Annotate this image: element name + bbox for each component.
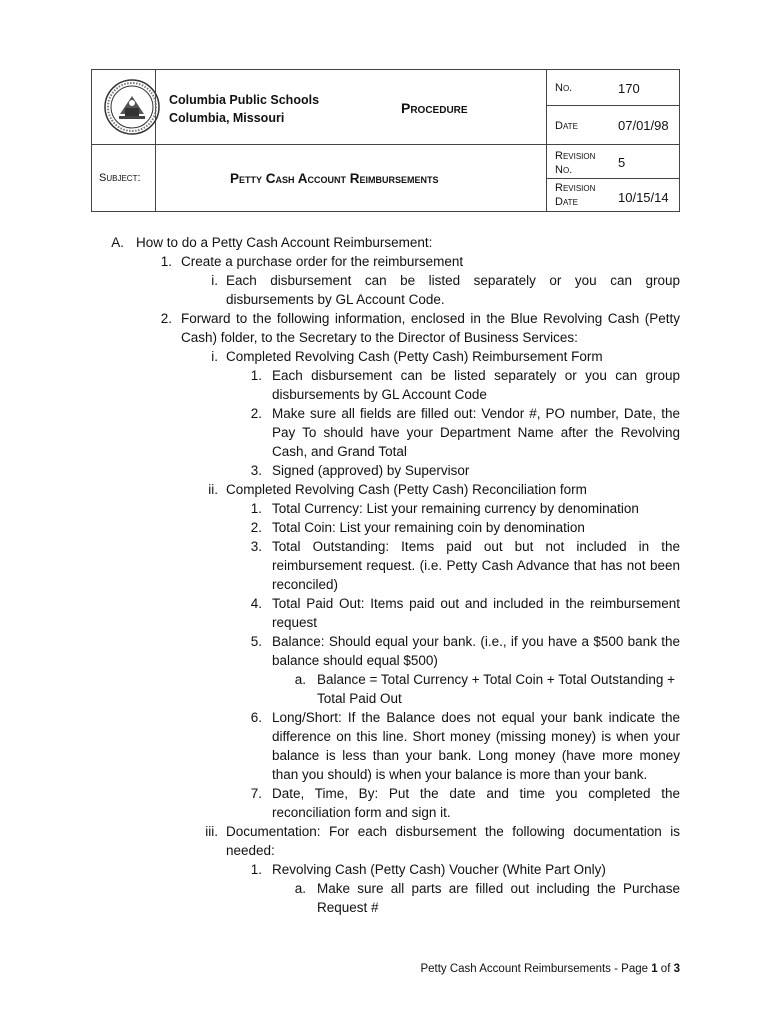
date-label: Date xyxy=(555,120,578,132)
revision-number-value: 5 xyxy=(618,155,626,170)
item-marker: 1. xyxy=(250,501,262,516)
subject-label: Subject: xyxy=(99,172,141,184)
page-footer xyxy=(420,963,680,975)
org-line-2: Columbia, Missouri xyxy=(169,111,285,125)
item-marker: 1. xyxy=(160,254,172,269)
number-label: No. xyxy=(555,82,573,94)
item-text: Long/Short: If the Balance does not equal your bank indicate the difference on this line. Short money (missing money) is when your balance is less than your bank. Long money (have more money than you should) is when your balance is more than your bank. xyxy=(272,710,680,782)
item-text: Create a purchase order for the reimbursement xyxy=(181,254,464,269)
item-marker: iii. xyxy=(205,824,218,839)
item-text: Documentation: For each disbursement the following documentation is needed: xyxy=(226,824,680,858)
item-marker: 1. xyxy=(250,862,262,877)
item-marker: 5. xyxy=(250,634,262,649)
item-marker: a. xyxy=(294,672,306,687)
item-marker: 2. xyxy=(250,520,262,535)
item-text: Revolving Cash (Petty Cash) Voucher (White Part Only) xyxy=(272,862,606,877)
item-text: Balance: Should equal your bank. (i.e., if you have a $500 bank the balance should equal $500) xyxy=(272,634,680,668)
item-marker: 7. xyxy=(250,786,262,801)
item-marker: 1. xyxy=(250,368,262,383)
header-divider-revision xyxy=(546,178,679,179)
header-divider-horizontal xyxy=(92,144,679,145)
school-seal-logo xyxy=(103,78,161,136)
header-divider-no-date xyxy=(546,105,679,106)
footer-total-pages: 3 xyxy=(673,963,680,975)
subject-title: Petty Cash Account Reimbursements xyxy=(230,171,439,186)
item-marker: i. xyxy=(211,349,218,364)
item-marker: 3. xyxy=(250,463,262,478)
item-text: Total Currency: List your remaining currency by denomination xyxy=(272,501,639,516)
item-marker: i. xyxy=(211,273,218,288)
revision-date-label: Revision Date xyxy=(555,182,596,208)
item-marker: 4. xyxy=(250,596,262,611)
header-table xyxy=(91,69,680,212)
item-marker: 6. xyxy=(250,710,262,725)
item-text: Completed Revolving Cash (Petty Cash) Reimbursement Form xyxy=(226,349,603,364)
item-text: Make sure all parts are filled out including the Purchase Request # xyxy=(317,881,680,915)
item-text: Completed Revolving Cash (Petty Cash) Reconciliation form xyxy=(226,482,587,497)
item-text: Total Outstanding: Items paid out but not included in the reimbursement request. (i.e. Petty Cash Advance that has not been reconciled) xyxy=(272,539,680,592)
item-marker: a. xyxy=(294,881,306,896)
item-marker: 2. xyxy=(160,311,172,326)
item-text: Date, Time, By: Put the date and time you completed the reconciliation form and sign it. xyxy=(272,786,680,820)
item-text: How to do a Petty Cash Account Reimbursement: xyxy=(136,235,433,250)
item-marker: 2. xyxy=(250,406,262,421)
item-text: Make sure all fields are filled out: Vendor #, PO number, Date, the Pay To should have your Department Name after the Revolving Cash, and Grand Total xyxy=(272,406,680,459)
org-line-1: Columbia Public Schools xyxy=(169,93,320,107)
organization-name xyxy=(169,91,319,127)
item-text: Forward to the following information, enclosed in the Blue Revolving Cash (Petty Cash) folder, to the Secretary to the Director of Business Services: xyxy=(181,311,680,345)
item-marker: 3. xyxy=(250,539,262,554)
header-divider-meta xyxy=(546,70,547,211)
footer-of: of xyxy=(657,963,674,975)
item-text: Each disbursement can be listed separately or you can group disbursements by GL Account Code xyxy=(272,368,680,402)
item-text: Signed (approved) by Supervisor xyxy=(272,463,470,478)
document-type: Procedure xyxy=(401,100,468,116)
item-text: Each disbursement can be listed separately or you can group disbursements by GL Account Code. xyxy=(226,273,680,307)
revision-number-label: Revision No. xyxy=(555,150,596,176)
item-text: Total Paid Out: Items paid out and included in the reimbursement request xyxy=(272,596,680,630)
number-value: 170 xyxy=(618,81,640,96)
item-text: Balance = Total Currency + Total Coin + Total Outstanding + Total Paid Out xyxy=(317,672,675,706)
item-text: Total Coin: List your remaining coin by denomination xyxy=(272,520,585,535)
item-marker: ii. xyxy=(208,482,218,497)
date-value: 07/01/98 xyxy=(618,118,669,133)
revision-date-value: 10/15/14 xyxy=(618,190,669,205)
item-marker: A. xyxy=(111,235,124,250)
footer-page-number: 1 xyxy=(651,963,658,975)
footer-title: Petty Cash Account Reimbursements - Page xyxy=(420,963,652,975)
